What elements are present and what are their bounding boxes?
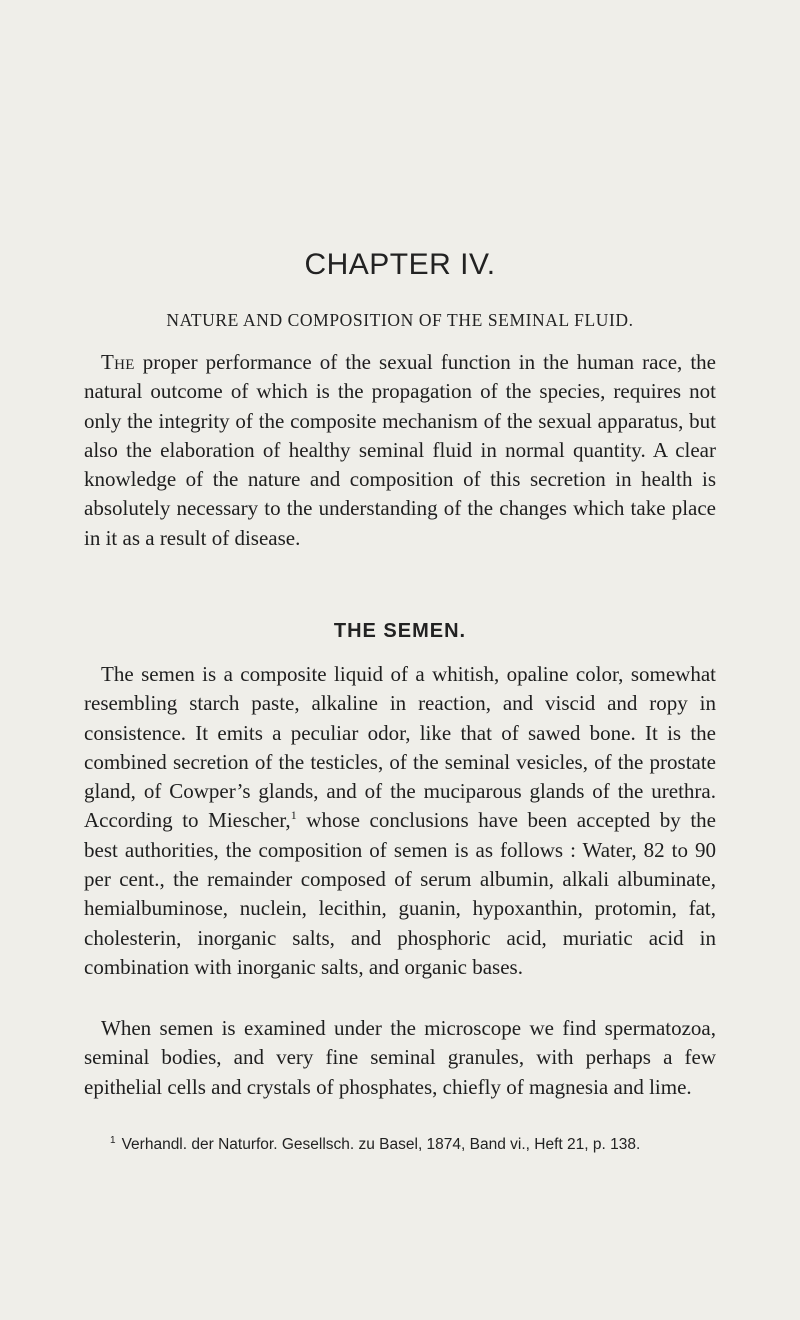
body-paragraph-1 [84, 660, 716, 982]
body-paragraph-2: When semen is examined under the microscope we find spermatozoa, seminal bodies, and very fine seminal granules, with perhaps a few epithelial cells and crystals of phosphates, chiefly of magnesia and lime. [84, 1016, 716, 1099]
chapter-subtitle: NATURE AND COMPOSITION OF THE SEMINAL FLUID. [166, 310, 634, 330]
footnote [110, 1136, 730, 1154]
body-paragraph-1-part1: The semen is a composite liquid of a whitish, opaline color, somewhat resembling starch paste, alkaline in reaction, and viscid and ropy in consistence. It emits a peculiar odor, like that of sawed bone. It is the combined secretion of the testicles, of the seminal vesicles, of the prostate gland, of Cowper’s glands, and of the muciparous glands of the urethra. According to Miescher, [84, 662, 716, 833]
footnote-text: Verhandl. der Naturfor. Gesellsch. zu Basel, 1874, Band vi., Heft 21, p. 138. [121, 1136, 641, 1153]
footnote-reference[interactable]: 1 [290, 808, 297, 823]
intro-text: proper performance of the sexual function in the human race, the natural outcome of which is the propagation of the species, requires not only the integrity of the composite mechanism of the sexual apparatus, but also the elaboration of healthy seminal fluid in normal quantity. A clear knowledge of the nature and composition of this secretion in health is absolutely necessary to the understanding of the changes which take place in it as a result of disease. [84, 350, 716, 550]
body-paragraph-1-part2: whose conclusions have been accepted by the best authorities, the composition of semen is as follows : Water, 82 to 90 per cent., the remainder composed of serum albumin, alkali albuminate, hemialbuminose, nuclein, lecithin, guanin, hypoxanthin, protomin, fat, cholesterin, inorganic salts, and phosphoric acid, muriatic acid in combination with inorganic salts, and organic bases. [84, 808, 716, 979]
chapter-title: CHAPTER IV. [304, 248, 496, 281]
footnote-marker: 1 [110, 1135, 116, 1146]
intro-lead-word: The [101, 350, 135, 374]
section-heading: THE SEMEN. [333, 620, 467, 642]
intro-paragraph [84, 348, 716, 553]
